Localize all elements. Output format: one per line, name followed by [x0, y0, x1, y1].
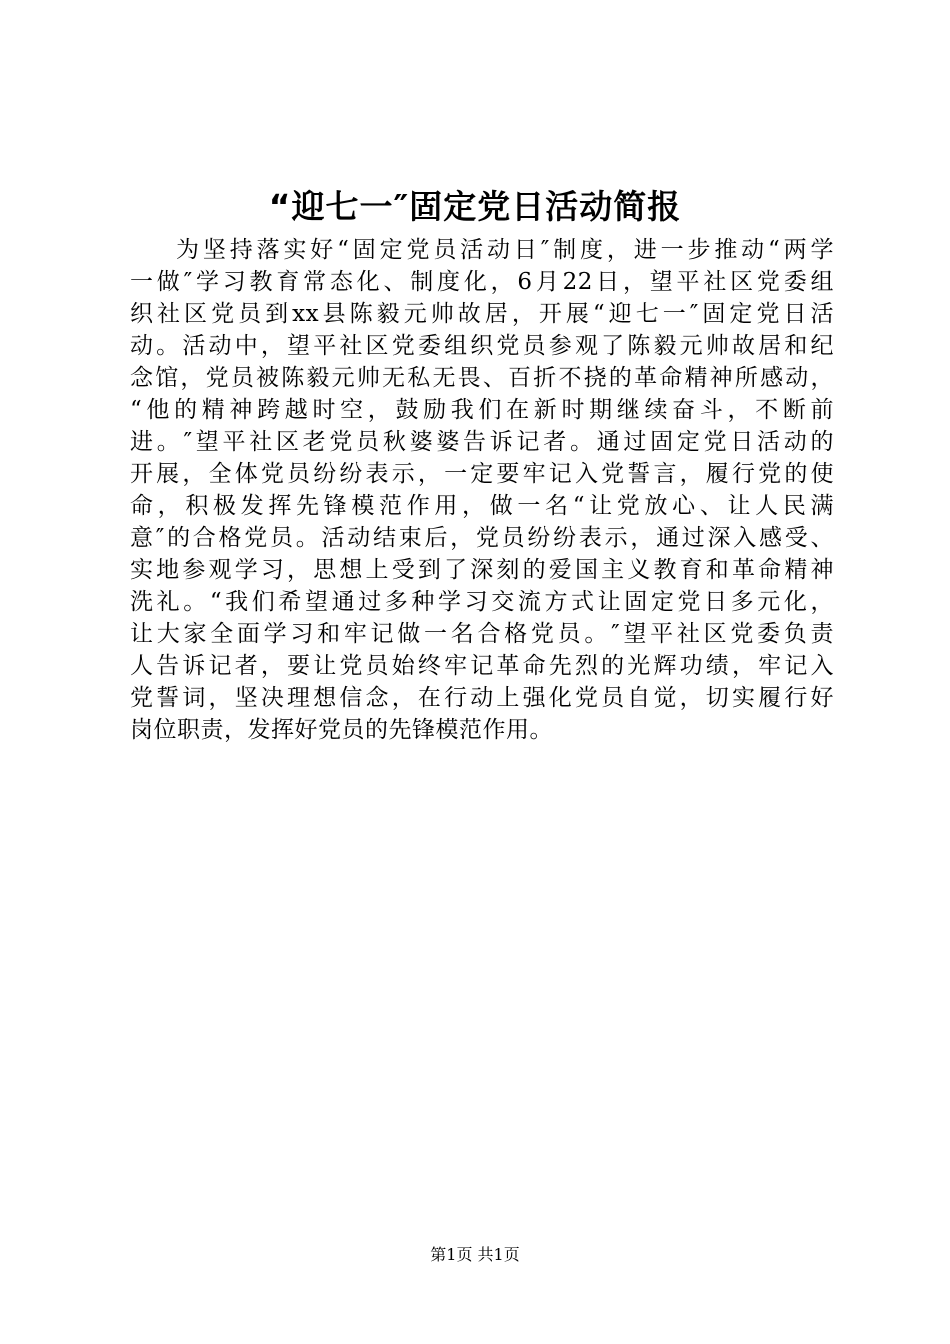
- paragraph-line: 意″的合格党员。活动结束后，党员纷纷表示，通过深入感受、: [130, 525, 834, 551]
- paragraph-line: 让大家全面学习和牢记做一名合格党员。″望平社区党委负责: [130, 621, 834, 647]
- page-number-footer: 第1页 共1页: [430, 1245, 520, 1264]
- body-paragraph: [130, 234, 834, 746]
- document-title: “迎七一″固定党日活动简报: [268, 187, 682, 226]
- paragraph-line: 实地参观学习，思想上受到了深刻的爱国主义教育和革命精神: [130, 557, 834, 583]
- paragraph-line: 洗礼。“我们希望通过多种学习交流方式让固定党日多元化，: [130, 589, 834, 615]
- paragraph-line: 人告诉记者，要让党员始终牢记革命先烈的光辉功绩，牢记入: [130, 653, 834, 679]
- paragraph-line: “他的精神跨越时空，鼓励我们在新时期继续奋斗，不断前: [130, 397, 834, 423]
- paragraph-line: 织社区党员到xx县陈毅元帅故居，开展“迎七一″固定党日活: [130, 301, 834, 327]
- paragraph-line: 岗位职责，发挥好党员的先锋模范作用。: [130, 717, 553, 743]
- paragraph-line: 开展，全体党员纷纷表示，一定要牢记入党誓言，履行党的使: [130, 461, 834, 487]
- paragraph-line: 进。″望平社区老党员秋婆婆告诉记者。通过固定党日活动的: [130, 429, 834, 455]
- paragraph-line: 一做″学习教育常态化、制度化，6月22日，望平社区党委组: [130, 269, 834, 295]
- paragraph-line: 党誓词，坚决理想信念，在行动上强化党员自觉，切实履行好: [130, 685, 834, 711]
- paragraph-line: 动。活动中，望平社区党委组织党员参观了陈毅元帅故居和纪: [130, 333, 834, 359]
- paragraph-line: 念馆，党员被陈毅元帅无私无畏、百折不挠的革命精神所感动，: [130, 365, 834, 391]
- paragraph-line: 命，积极发挥先锋模范作用，做一名“让党放心、让人民满: [130, 493, 834, 519]
- paragraph-line: 为坚持落实好“固定党员活动日″制度，进一步推动“两学: [176, 237, 834, 263]
